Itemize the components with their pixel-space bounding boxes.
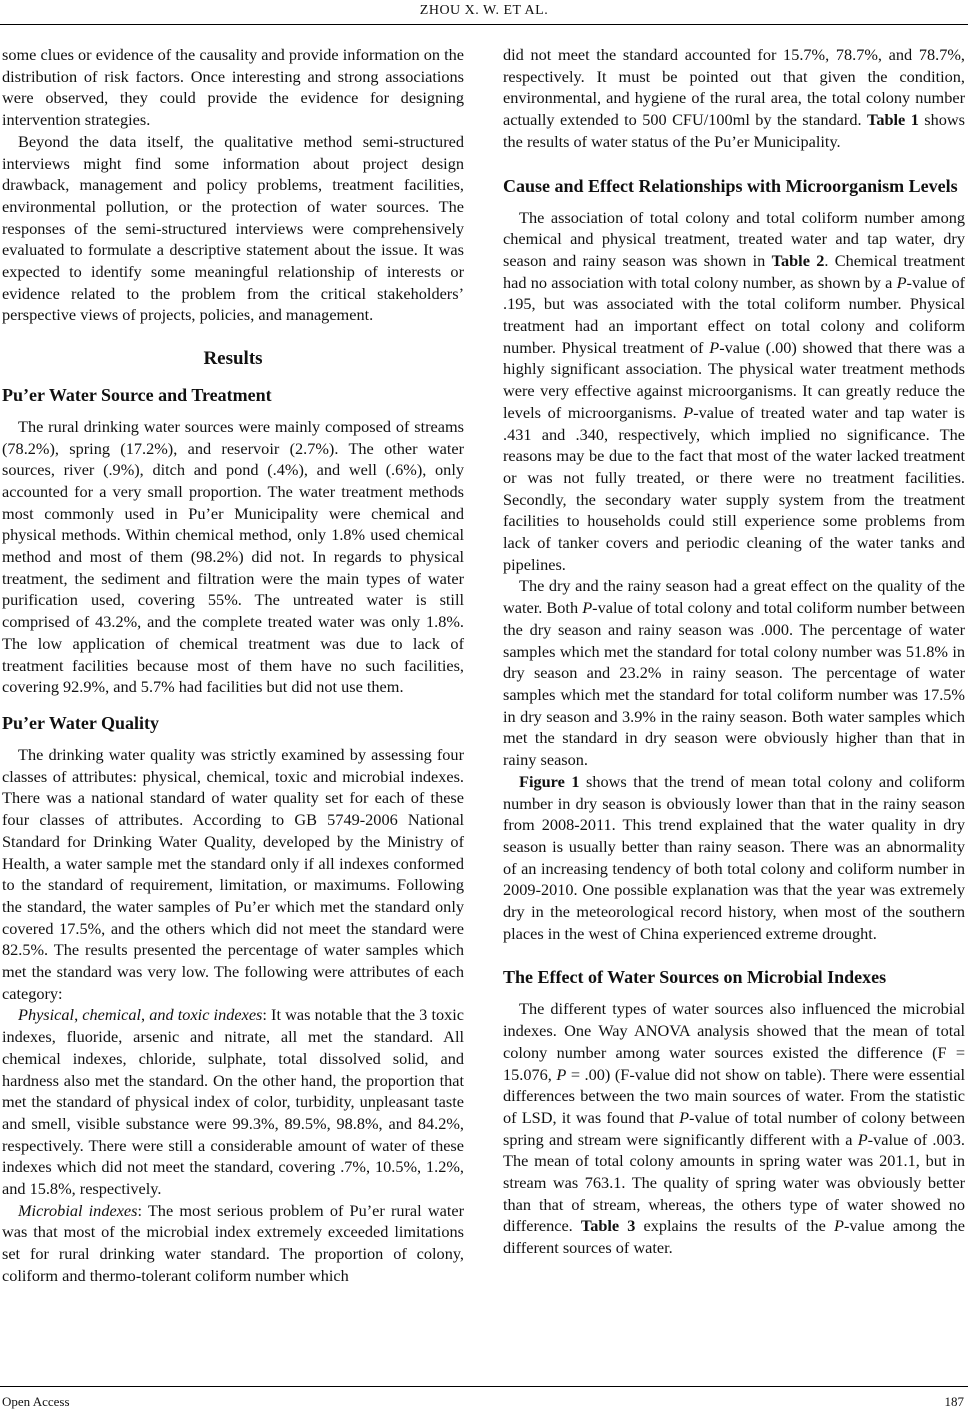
paragraph: The drinking water quality was strictly examined by assessing four classes of attributes: physical, chemical, toxic and microbial indexes. There was a national standard of water quality set for each of these four classes of attributes. According to GB 5749-2006 National Standard for Drinking Water Quality, developed by the Ministry of Health, a water sample met the standard only if all indexes conformed to the standard of requirement, limitation, or maximums. Following the standard, the water samples of Pu’er which met the standard only covered 17.5%, and the others which did not meet the standard were 82.5%. The results presented the percentage of water samples which met the standard was very low. The following were attributes of each category: xyxy=(2,744,464,1003)
text-span: -value among the different sources of water. xyxy=(503,1216,966,1258)
paragraph xyxy=(503,207,965,576)
italic-term: P xyxy=(857,1129,868,1149)
paragraph xyxy=(2,1200,464,1287)
subsection-heading: Pu’er Water Source and Treatment xyxy=(2,384,272,405)
subsection-heading: Pu’er Water Quality xyxy=(2,712,159,733)
italic-term: P xyxy=(683,402,694,422)
subsection-heading: Cause and Effect Relationships with Microorganism Levels xyxy=(503,175,958,196)
page-number: 187 xyxy=(944,1394,964,1409)
italic-term: P xyxy=(556,1064,567,1084)
paragraph: some clues or evidence of the causality and provide information on the distribution of risk factors. Once interesting and strong associations were observed, they could provide the evidence for designing intervention strategies. xyxy=(2,45,464,130)
text-span: , xyxy=(141,1005,150,1025)
table-reference: Table 3 xyxy=(580,1216,636,1236)
paragraph xyxy=(503,575,965,770)
footer-rule xyxy=(0,1386,968,1387)
text-span: The association of total colony and total coliform number among chemical and physical treatment, treated water and tap water, dry season and rainy season was shown in xyxy=(503,207,965,270)
text-span: : It was notable that the 3 toxic indexes, fluoride, arsenic and nitrate, all met the standard. All chemical indexes, chloride, sulphate, total dissolved solid, and hardness also met the standard. On the other hand, the proportion that met the standard of physical index of color, turbidity, unpleasant taste and smell, visible substance were 99.3%, 89.5%, 98.8%, and 84.2%, respectively. There were still a considerable amount of water of these indexes which did not meet the standard, covering .7%, 10.5%, 1.2%, and 15.8%, respectively. xyxy=(2,1005,465,1199)
table-reference: Table 1 xyxy=(866,110,919,130)
paragraph: The rural drinking water sources were mainly composed of streams (78.2%), spring (17.2%), and reservoir (2.7%). The other water sources, river (.9%), ditch and pond (.4%), and well (.6%), only accounted for a very small proportion. The water treatment methods most commonly used in Pu’er Municipality were chemical and physical methods. Within chemical method, only 1.8% used chemical method and most of them (98.2%) did not. In regards to physical treatment, the sediment and filtration were the main types of water purification used, covering 55%. The untreated water is still comprised of 43.2%, and the complete treated water was only 1.8%. The low application of chemical treatment was due to lack of treatment facilities because most of them have no such facilities, covering 92.9%, and 5.7% had facilities but did not use them. xyxy=(2,416,464,697)
header-rule xyxy=(0,24,968,25)
italic-term: Physical xyxy=(18,1005,75,1025)
text-span: : The most serious problem of Pu’er rural water was that most of the microbial index extremely exceeded limitations set for rural drinking water standard. The proportion of colony, coliform and thermo-tolerant coliform number which xyxy=(2,1200,464,1285)
paragraph xyxy=(503,44,965,153)
italic-term: Microbial indexes xyxy=(18,1200,138,1220)
italic-term: P xyxy=(896,272,907,292)
italic-term: chemical xyxy=(82,1005,142,1025)
right-column xyxy=(503,44,965,1259)
italic-term: P xyxy=(582,598,593,618)
text-span: -value of .195, but was associated with the total coliform number. Physical treatment had an important effect on total colony and coliform number. Physical treatment of xyxy=(503,272,966,357)
paragraph xyxy=(503,998,965,1258)
text-span: . Chemical treatment had no association with total colony number, as shown by a xyxy=(503,250,966,292)
text-span: shows that the trend of mean total colony and coliform number in dry season is obviously lower than that in the rainy season from 2008-2011. This trend explained that the water quality in dry season is usually better than rainy season. There was an abnormality of an increasing tendency of both total colony and coliform number in 2009-2010. One possible explanation was that the year was extremely dry in the meteorological record history, when most of the southern places in the west of China experienced extreme drought. xyxy=(503,771,965,943)
text-span: -value of treated water and tap water is .431 and .340, respectively, which implied no significance. The reasons may be due to the fact that most of the water lacked treatment or was not fully treated, or there were no treatment facilities. Secondly, the secondary water supply system from the treatment facilities to households could still experience some problems from lack of tanker covers and periodic cleaning of the water tanks and pipelines. xyxy=(503,402,966,574)
text-span: The dry and the rainy season had a great effect on the quality of the water. Both xyxy=(503,576,965,618)
text-span: shows the results of water status of the Pu’er Municipality. xyxy=(503,110,965,151)
left-column xyxy=(2,44,464,1287)
text-span: -value of total number of colony between spring and stream were significantly different with a xyxy=(503,1107,966,1149)
figure-reference: Figure 1 xyxy=(519,771,580,791)
text-span: -value (.00) showed that there was a highly significant association. The physical water treatment methods were very effective against microorganisms. It can greatly reduce the levels of microorganisms. xyxy=(503,337,965,422)
paragraph xyxy=(503,771,965,945)
text-span: = .00) (F-value did not show on table). There were essential differences between the two main sources of water. From the statistic of LSD, it was found that xyxy=(503,1064,965,1127)
paragraph xyxy=(2,1004,464,1199)
footer-open-access: Open Access xyxy=(2,1394,70,1409)
subsection-heading: The Effect of Water Sources on Microbial Indexes xyxy=(503,967,887,988)
text-span: The different types of water sources also influenced the microbial indexes. One Way ANOVA analysis showed that the mean of total colony number among water sources existed the difference (F = 15.076, xyxy=(503,999,965,1084)
paragraph: Beyond the data itself, the qualitative method semi-structured interviews might find some information about project design drawback, management and policy problems, treatment facilities, environmental pollution, or the protection of water sources. The responses of the semi-structured interviews were comprehensively evaluated to formulate a descriptive statement about the issue. It was expected to identify some meaningful relationship of interests or evidence related to the problem from the critical stakeholders’ perspective views of projects, policies, and management. xyxy=(2,131,464,325)
text-span: explains the results of the xyxy=(635,1216,834,1236)
section-heading-results: Results xyxy=(203,348,263,370)
italic-term: and toxic indexes xyxy=(149,1005,263,1025)
text-span: , xyxy=(74,1005,83,1025)
text-span: -value of total colony and total coliform number between the dry season and rainy season was .000. The percentage of water samples which met the standard for total colony number was 51.8% in dry season and 23.2% in rainy season. The percentage of water samples which met the standard for total coliform number was 17.5% in dry season and 3.9% in the rainy season. Both water samples which met the standard in dry season were obviously higher than that in rainy season. xyxy=(503,598,965,770)
text-span: -value of .003. The mean of total colony amounts in spring water was 201.1, but in stream was 763.1. The quality of spring water was obviously better than that of stream, whereas, the others type of water showed no difference. xyxy=(503,1129,965,1236)
italic-term: P xyxy=(709,337,720,357)
running-head: ZHOU X. W. ET AL. xyxy=(419,3,549,18)
italic-term: P xyxy=(679,1107,690,1127)
text-span: did not meet the standard accounted for 15.7%, 78.7%, and 78.7%, respectively. It must be pointed out that given the condition, environmental, and hygiene of the rural area, the total colony number actually extended to 500 CFU/100ml by the standard. xyxy=(503,45,965,130)
italic-term: P xyxy=(834,1216,844,1236)
table-reference: Table 2 xyxy=(771,250,825,270)
